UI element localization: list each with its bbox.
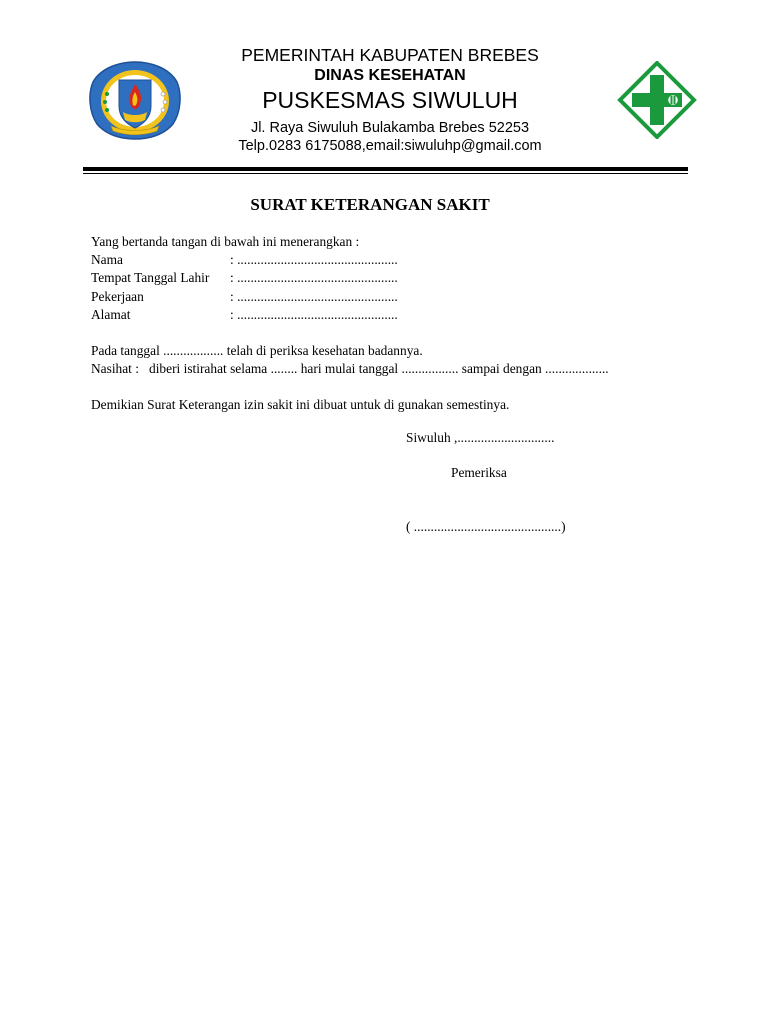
field-value: : ................................................ <box>230 288 398 304</box>
department-name: DINAS KESEHATAN <box>314 67 466 84</box>
field-value: : ................................................ <box>230 306 398 322</box>
field-row-pekerjaan <box>91 288 711 306</box>
institution-contact: Telp.0283 6175088,email:siwuluhp@gmail.com <box>238 138 542 154</box>
exam-date-line: Pada tanggal .................. telah di periksa kesehatan badannya. <box>91 343 423 359</box>
institution-address: Jl. Raya Siwuluh Bulakamba Brebes 52253 <box>250 120 530 136</box>
advice-line: Nasihat : diberi istirahat selama ........ hari mulai tanggal ................. sampai dengan ................... <box>91 361 609 377</box>
field-label: Tempat Tanggal Lahir <box>91 270 210 286</box>
document-title: SURAT KETERANGAN SAKIT <box>250 195 490 214</box>
spacer <box>91 324 711 342</box>
field-label: Alamat <box>91 306 131 322</box>
intro-text: Yang bertanda tangan di bawah ini menerangkan : <box>91 234 360 249</box>
puskesmas-green-cross-icon <box>617 61 697 139</box>
field-row-alamat <box>91 306 711 324</box>
closing-statement: Demikian Surat Keterangan izin sakit ini dibuat untuk di gunakan semestinya. <box>91 397 510 413</box>
field-label: Nama <box>91 252 123 268</box>
letterhead-rule-thin <box>83 173 688 174</box>
field-label: Pekerjaan <box>91 288 144 304</box>
letterhead-rule-thick <box>83 167 688 171</box>
field-value: : ................................................ <box>230 252 398 268</box>
field-value: : ................................................ <box>230 270 398 286</box>
institution-name: PUSKESMAS SIWULUH <box>262 87 518 113</box>
spacer <box>91 378 711 396</box>
government-name: PEMERINTAH KABUPATEN BREBES <box>241 45 539 65</box>
signature-role: Pemeriksa <box>451 465 507 480</box>
field-row-nama <box>91 251 711 269</box>
letterhead <box>190 44 590 155</box>
kabupaten-brebes-seal-icon <box>89 60 181 140</box>
document-body <box>91 233 711 415</box>
field-row-tempat-tanggal-lahir <box>91 269 711 287</box>
signature-name-placeholder: ( ............................................) <box>406 519 566 534</box>
signature-place-date: Siwuluh ,............................. <box>406 430 555 445</box>
